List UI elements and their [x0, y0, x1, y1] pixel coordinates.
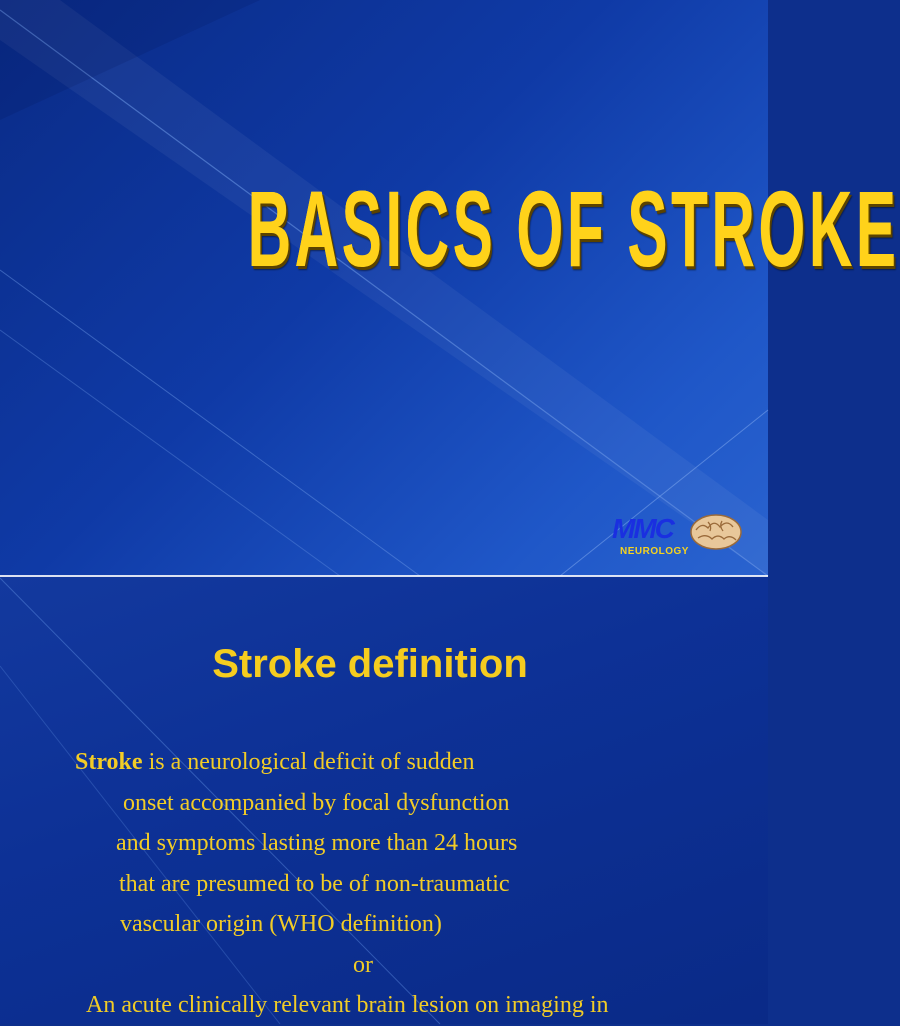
definition-or: or [353, 951, 373, 978]
stroke-term: Stroke [75, 749, 143, 775]
definition-line-5: vascular origin (WHO definition) [120, 911, 442, 937]
slide-title: BASICS OF STROKE [247, 168, 900, 289]
definition-line-7: An acute clinically relevant brain lesion on imaging in [86, 992, 609, 1018]
logo-caption: NEUROLOGY [620, 546, 689, 557]
definition-slide [0, 576, 768, 1024]
slide-separator [0, 575, 768, 577]
brain-icon [688, 512, 744, 552]
definition-line-3: and symptoms lasting more than 24 hours [116, 830, 518, 856]
slide-heading: Stroke definition [212, 642, 528, 686]
mmc-neurology-logo [612, 512, 744, 560]
logo-mark: MMC [612, 513, 673, 544]
definition-line-4: that are presumed to be of non-traumatic [119, 870, 510, 897]
definition-line-2: onset accompanied by focal dysfunction [123, 789, 510, 816]
definition-line-1-rest: is a neurological deficit of sudden [142, 749, 475, 775]
definition-line-1 [75, 742, 474, 783]
